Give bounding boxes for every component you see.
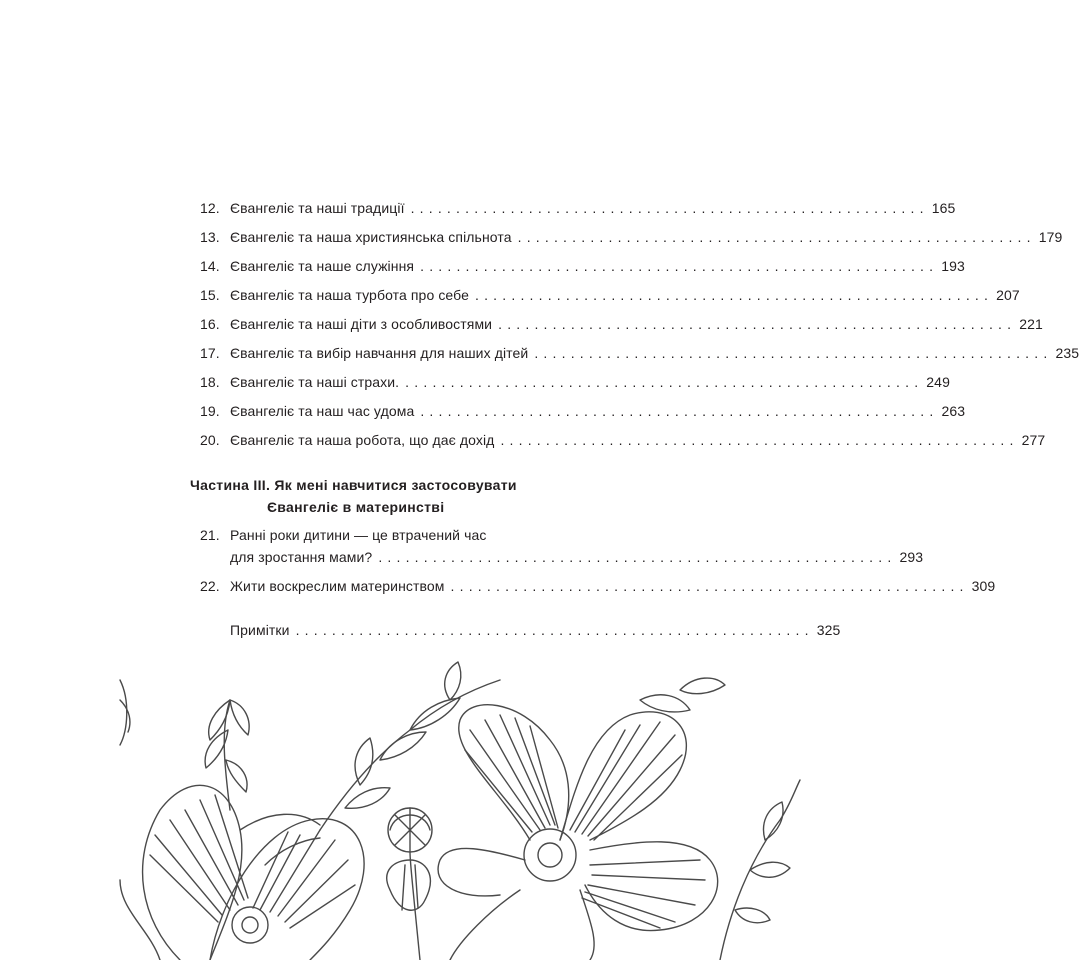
dot-leader: ......................................................... xyxy=(517,229,1036,245)
toc-entry-17[interactable] xyxy=(200,345,1079,367)
toc-entry-21-line1[interactable] xyxy=(200,527,594,549)
chapter-title: Євангеліє та наша турбота про себе xyxy=(230,287,469,303)
chapter-title: Жити воскреслим материнством xyxy=(230,578,445,594)
page-number: 263 xyxy=(941,403,966,419)
chapter-number: 13. xyxy=(200,229,220,245)
chapter-title: Ранні роки дитини — це втрачений час xyxy=(230,527,487,543)
dot-leader: ......................................................... xyxy=(500,432,1019,448)
toc-entry-15[interactable] xyxy=(200,287,1020,309)
dot-leader: ......................................................... xyxy=(420,258,939,274)
dot-leader: ......................................................... xyxy=(534,345,1053,361)
chapter-number: 16. xyxy=(200,316,220,332)
page-number: 277 xyxy=(1021,432,1046,448)
dot-leader: ......................................................... xyxy=(475,287,994,303)
center-leaf-branch xyxy=(320,662,500,830)
chapter-number: 19. xyxy=(200,403,220,419)
dot-leader: ......................................................... xyxy=(420,403,939,419)
chapter-title: Євангеліє та наша християнська спільнота xyxy=(230,229,512,245)
page-number: 309 xyxy=(971,578,996,594)
right-flower-drawing xyxy=(438,705,718,960)
toc-entry-21-line2[interactable] xyxy=(200,549,924,571)
chapter-title: Євангеліє та наше служіння xyxy=(230,258,415,274)
page-number: 249 xyxy=(926,374,950,390)
dot-leader: ......................................................... xyxy=(405,374,924,390)
part-heading-line1: Частина III. Як мені навчитися застосовувати xyxy=(190,477,517,493)
notes-title: Примітки xyxy=(230,622,290,638)
chapter-number: 18. xyxy=(200,374,220,390)
page-number: 235 xyxy=(1055,345,1079,361)
page-number: 221 xyxy=(1019,316,1043,332)
dot-leader: ......................................................... xyxy=(450,578,969,594)
dot-leader: ......................................................... xyxy=(295,622,814,638)
left-leaf-spray xyxy=(120,680,249,810)
chapter-number: 17. xyxy=(200,345,220,361)
chapter-number: 14. xyxy=(200,258,220,274)
chapter-title: Євангеліє та наша робота, що дає дохід xyxy=(230,432,495,448)
chapter-title: Євангеліє та наші традиції xyxy=(230,200,405,216)
toc-entry-20[interactable] xyxy=(200,432,1046,454)
page-number: 193 xyxy=(941,258,965,274)
page-number: 325 xyxy=(816,622,841,638)
toc-entry-18[interactable] xyxy=(200,374,950,396)
toc-entry-14[interactable] xyxy=(200,258,965,280)
chapter-number: 15. xyxy=(200,287,220,303)
chapter-number: 21. xyxy=(200,527,220,543)
left-flower-drawing xyxy=(120,785,364,960)
page-number: 165 xyxy=(931,200,956,216)
dot-leader: ......................................................... xyxy=(378,549,897,565)
dot-leader: ......................................................... xyxy=(498,316,1017,332)
toc-entry-16[interactable] xyxy=(200,316,1043,338)
chapter-title-continued: для зростання мами? xyxy=(230,549,373,565)
toc-entry-notes[interactable] xyxy=(200,622,841,644)
page-number: 293 xyxy=(899,549,924,565)
chapter-title: Євангеліє та наш час удома xyxy=(230,403,415,419)
toc-entry-19[interactable] xyxy=(200,403,966,425)
dot-leader: ......................................................... xyxy=(410,200,929,216)
chapter-title: Євангеліє та наші страхи. xyxy=(230,374,400,390)
toc-entry-13[interactable] xyxy=(200,229,1063,251)
part-heading[interactable] xyxy=(190,474,610,518)
chapter-title: Євангеліє та наші діти з особливостями xyxy=(230,316,493,332)
floral-illustration xyxy=(120,660,800,960)
chapter-title: Євангеліє та вибір навчання для наших дітей xyxy=(230,345,529,361)
page-number: 179 xyxy=(1038,229,1063,245)
toc-entry-12[interactable] xyxy=(200,200,956,222)
page-number: 207 xyxy=(996,287,1020,303)
flower-bud xyxy=(387,808,432,960)
chapter-number: 12. xyxy=(200,200,220,216)
chapter-number: 22. xyxy=(200,578,220,594)
chapter-number: 20. xyxy=(200,432,220,448)
toc-entry-22[interactable] xyxy=(200,578,996,600)
part-heading-line2: Євангеліє в материнстві xyxy=(267,499,445,515)
